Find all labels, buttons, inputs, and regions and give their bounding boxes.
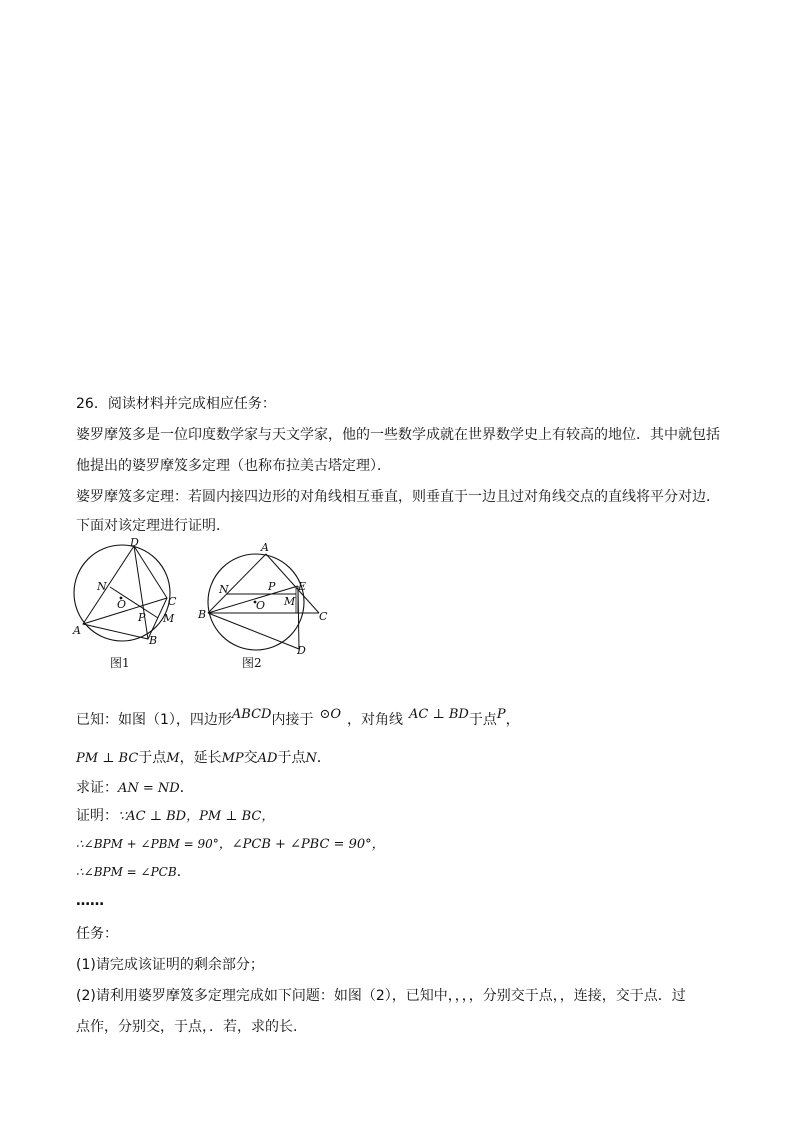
task-1: (1)请完成该证明的剩余部分； <box>76 957 264 973</box>
task-2-line-1: (2)请利用婆罗摩笈多定理完成如下问题：如图（2），已知中，，，，分别交于点，，连接，交于点．过 <box>76 988 686 1004</box>
fig1-label-b: B <box>149 634 158 647</box>
fig2-label-p: P <box>268 580 276 593</box>
proof-line-3 <box>76 862 191 882</box>
figure-2-diagram <box>192 538 338 654</box>
given-text-9: 于点 <box>277 750 306 766</box>
prove-label: 求证： <box>76 780 118 796</box>
tasks-label: 任务： <box>76 926 118 942</box>
figure-1-diagram <box>66 538 196 650</box>
proof-line-1 <box>76 806 274 827</box>
given-math-ad: AD <box>257 751 278 766</box>
given-text-5: ， <box>505 712 520 728</box>
prove-end: ． <box>179 780 194 796</box>
given-text-10: ． <box>316 750 331 766</box>
given-math-circle-o: ⊙O <box>319 707 342 722</box>
given-math-mp: MP <box>221 751 244 766</box>
figure-2-caption: 图2 <box>242 656 262 670</box>
fig2-label-o: O <box>256 599 266 612</box>
given-math-pm-perp-bc: PM ⊥ BC <box>76 751 139 766</box>
given-line-2 <box>76 748 331 769</box>
proof-line-2 <box>76 834 385 855</box>
given-math-ac-perp-bd: AC ⊥ BD <box>409 707 469 722</box>
fig2-label-m: M <box>284 595 296 608</box>
proof-lead: 下面对该定理进行证明． <box>76 518 230 534</box>
given-text-2: 内接于 <box>271 712 314 728</box>
given-text-4: 于点 <box>468 712 497 728</box>
given-text-1: 已知：如图（1），四边形 <box>76 712 232 728</box>
intro-line-2: 他提出的婆罗摩笈多定理（也称布拉美古塔定理）． <box>76 458 391 474</box>
fig1-label-m: M <box>163 612 175 625</box>
proof-step-3: ∴∠BPM = ∠PCB <box>76 865 177 879</box>
given-line-1 <box>76 707 520 731</box>
given-math-m: M <box>166 751 180 766</box>
proof-step-3-end: ． <box>176 864 191 880</box>
figure-1-caption: 图1 <box>110 656 130 670</box>
fig1-label-d: D <box>130 538 139 549</box>
fig2-label-e: E <box>298 580 307 593</box>
fig1-label-c: C <box>168 595 177 608</box>
proof-step-2b: ，∠PCB + ∠PBC = 90°， <box>218 837 385 852</box>
intro-line-1: 婆罗摩笈多是一位印度数学家与天文学家，他的一些数学成就在世界数学史上有较高的地位．其中就包括 <box>76 427 720 443</box>
fig2-label-a: A <box>261 541 269 554</box>
fig2-label-c: C <box>319 610 328 623</box>
given-text-3: ，对角线 <box>347 712 404 728</box>
fig1-label-o: O <box>117 598 127 611</box>
given-math-abcd: ABCD <box>231 707 272 722</box>
fig1-label-p: P <box>138 611 146 624</box>
proof-step-1: ∵AC ⊥ BD，PM ⊥ BC， <box>118 809 275 824</box>
theorem-statement: 婆罗摩笈多定理：若圆内接四边形的对角线相互垂直，则垂直于一边且过对角线交点的直线将平分对边． <box>76 489 720 505</box>
prove-expression: AN = ND <box>118 781 180 796</box>
fig2-label-n: N <box>219 583 229 596</box>
problem-heading: 26．阅读材料并完成相应任务： <box>76 396 276 412</box>
prove-line <box>76 778 194 799</box>
proof-ellipsis: …… <box>76 893 104 909</box>
proof-label: 证明： <box>76 808 118 824</box>
fig1-label-a: A <box>73 624 81 637</box>
fig2-label-b: B <box>198 608 207 621</box>
proof-step-2a: ∴∠BPM + ∠PBM = 90° <box>76 837 219 851</box>
fig2-label-d: D <box>297 644 306 654</box>
fig1-label-n: N <box>97 580 107 593</box>
given-math-p: P <box>496 707 506 722</box>
task-2-line-2: 点作，分别交，于点，．若，求的长. <box>76 1019 298 1035</box>
given-text-7: ，延长 <box>179 750 222 766</box>
given-text-6: 于点 <box>138 750 167 766</box>
given-math-n: N <box>305 751 317 766</box>
given-text-8: 交 <box>243 750 258 766</box>
